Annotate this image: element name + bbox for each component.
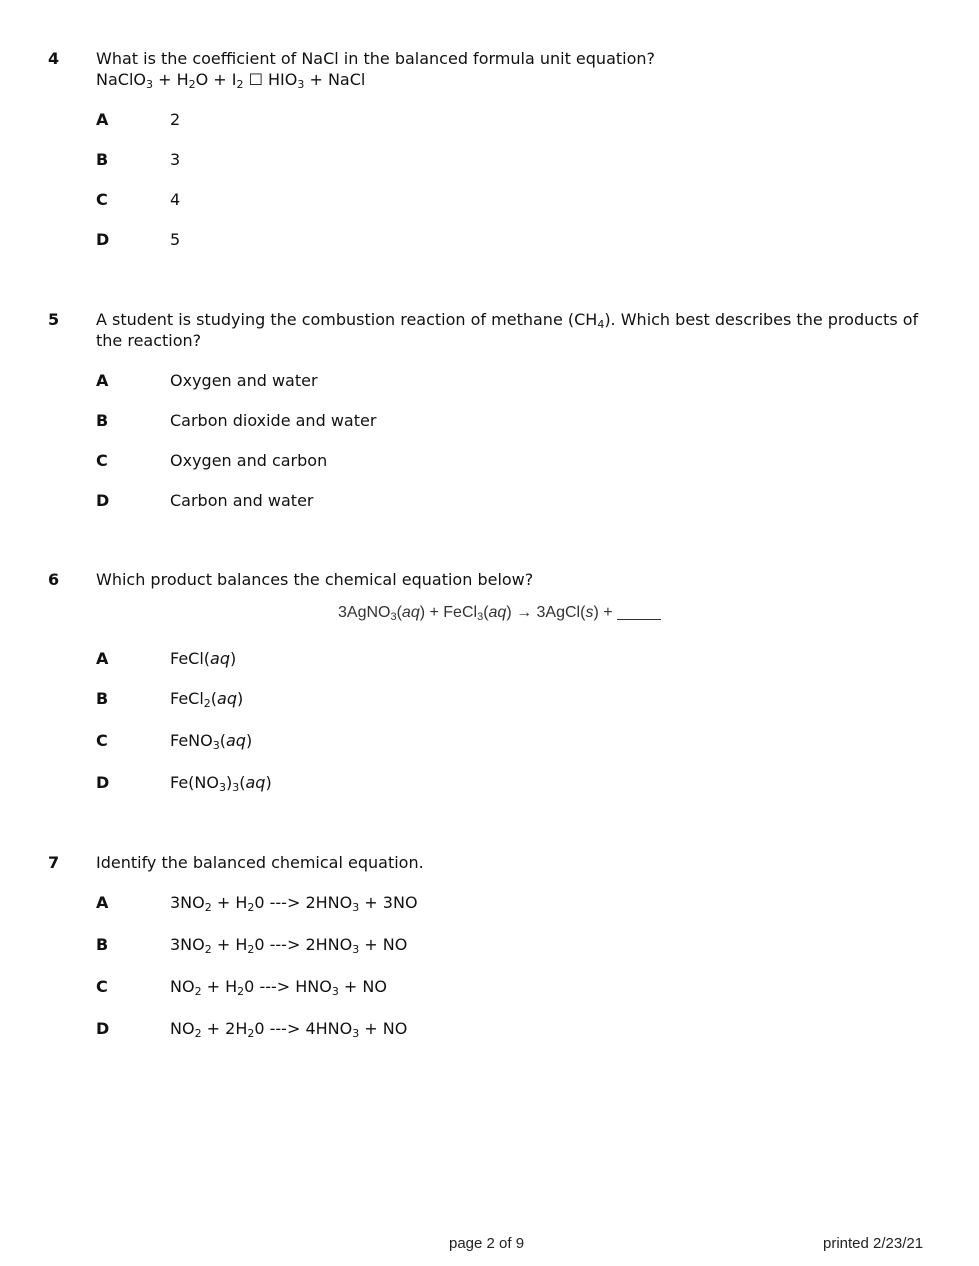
- option-a[interactable]: A Oxygen and water: [96, 371, 318, 390]
- printed-date: printed 2/23/21: [823, 1235, 924, 1252]
- option-b[interactable]: B $3NO_2 + H_20$ ---> $2HNO_3$ + NO: [96, 935, 408, 956]
- option-c[interactable]: C Oxygen and carbon: [96, 451, 328, 470]
- question-text: A student is studying the combustion reaction of methane $(CH_4)$. Which best describes the products of the reaction?: [96, 310, 919, 350]
- question-number: 5: [48, 310, 60, 329]
- equation: NaClO$_3$ + $H_2O + I_2$ ☐ $HIO_3$ + NaCl: [96, 70, 366, 91]
- option-a[interactable]: A $3NO_2 + H_20$ ---> $2HNO_3 + 3NO$: [96, 893, 418, 914]
- option-d[interactable]: D Carbon and water: [96, 491, 314, 510]
- question-text: Which product balances the chemical equation below?: [96, 570, 534, 589]
- chemical-equation-image: 3AgNO$_3$(aq) + FeCl$_3$(aq) → 3AgCl(s) +: [338, 604, 661, 622]
- option-d[interactable]: D $Fe(NO_3)_3(aq)$: [96, 773, 272, 794]
- option-b[interactable]: B 3: [96, 150, 181, 169]
- option-d[interactable]: D 5: [96, 230, 181, 249]
- option-a[interactable]: A 2: [96, 110, 181, 129]
- missing-glyph-box: ☐: [248, 70, 263, 89]
- page-number: page 2 of 9: [449, 1235, 525, 1252]
- option-c[interactable]: C $NO_2 + H_20$ ---> $HNO_3$ + NO: [96, 977, 387, 998]
- option-a[interactable]: A FeCl(aq): [96, 649, 237, 668]
- option-b[interactable]: B FeCl$_2$(aq): [96, 689, 244, 710]
- question-number: 4: [48, 49, 60, 68]
- option-b[interactable]: B Carbon dioxide and water: [96, 411, 377, 430]
- answer-blank: [617, 605, 661, 620]
- option-c[interactable]: C 4: [96, 190, 181, 209]
- option-c[interactable]: C FeNO$_3$(aq): [96, 731, 253, 752]
- question-number: 6: [48, 570, 60, 589]
- question-number: 7: [48, 853, 60, 872]
- question-text: Identify the balanced chemical equation.: [96, 853, 424, 872]
- question-text: What is the coefficient of NaCl in the balanced formula unit equation? NaClO$_3$ + $H_2O + I_2$ ☐ $HIO_3$ + NaCl: [96, 48, 926, 90]
- option-d[interactable]: D $NO_2 + 2H_20$ ---> $4HNO_3$ + NO: [96, 1019, 408, 1040]
